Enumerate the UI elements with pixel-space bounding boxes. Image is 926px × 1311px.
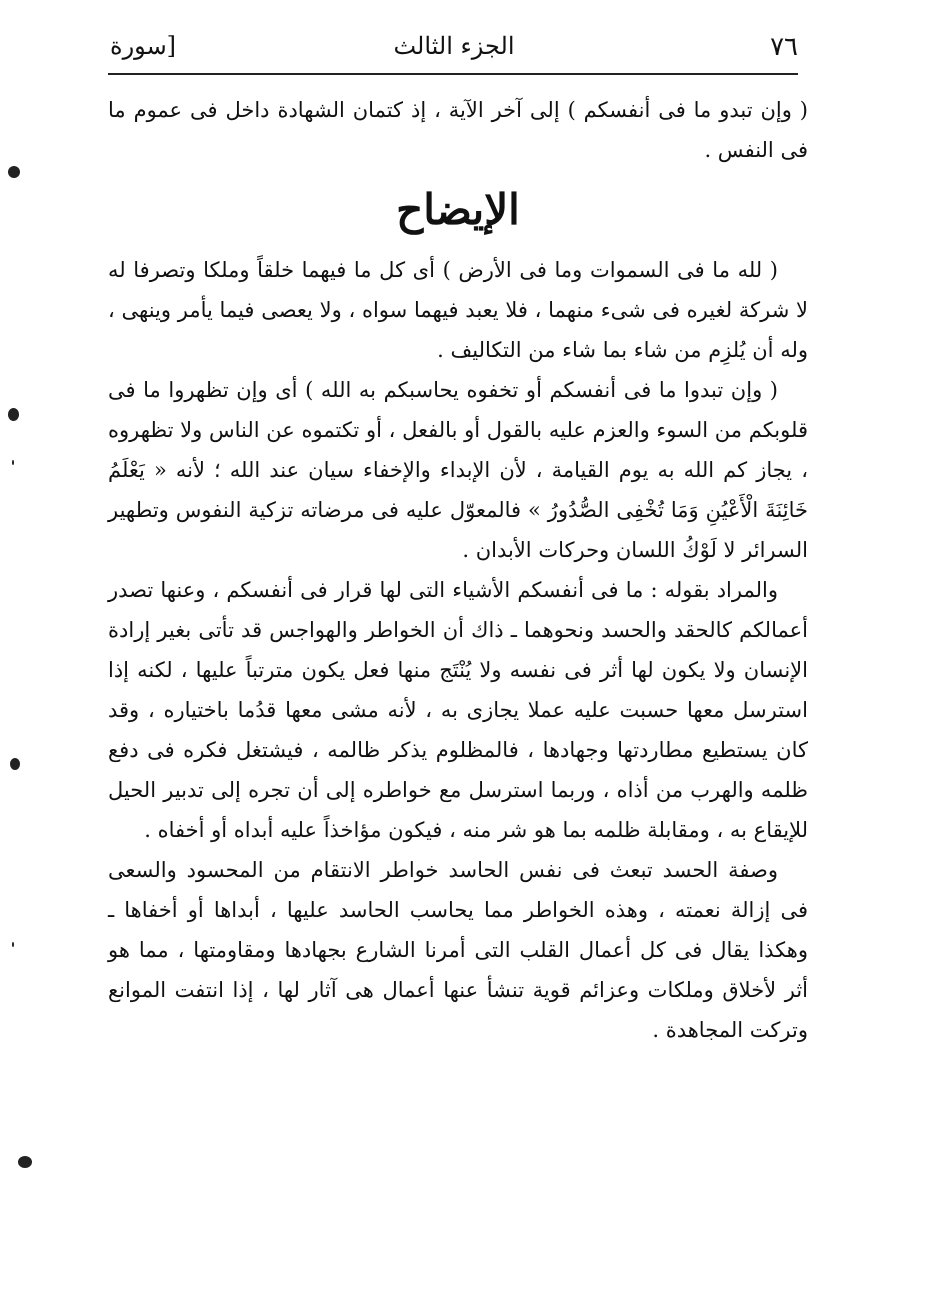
ink-speck — [8, 408, 19, 421]
paragraph-envy: وصفة الحسد تبعث فى نفس الحاسد خواطر الانتقام من المحسود والسعى فى إزالة نعمته ، وهذه الخواطر مما يحاسب الحاسد عليها ، أبداها أو أخفاها ـ وهكذا يقال فى كل أعمال القلب التى أمرنا الشارع بجهادها ومقاومتها ، مما هو أثر لأخلاق وملكات وعزائم قوية تنشأ عنها أعمال هى آثار لها ، إذا انتفت الموانع وتركت المجاهدة . — [108, 858, 808, 1042]
paragraph-meaning: والمراد بقوله : ما فى أنفسكم الأشياء التى لها قرار فى أنفسكم ، وعنها تصدر أعمالكم كالحقد والحسد ونحوهما ـ ذاك أن الخواطر والهواجس قد تأتى بغير إرادة الإنسان ولا يكون لها أثر فى نفسه ولا يُنْتَج منها فعل يكون مترتباً عليها ، لكنه إذا استرسل معها حسبت عليه عملا يجازى به ، لأنه مشى معها قدُما باختياره ، وقد كان يستطيع مطاردتها وجهادها ، فالمظلوم يذكر ظالمه ، فيشتغل فكره فى دفع ظلمه والهرب من أذاه ، وربما استرسل مع خواطره إلى أن تجره إلى تدبير الحيل للإيقاع به ، ومقابلة ظلمه بما هو شر منه ، فيكون مؤاخذاً عليه أبداه أو أخفاه . — [108, 578, 808, 842]
paragraph-heavens-earth: ( لله ما فى السموات وما فى الأرض ) أى كل ما فيهما خلقاً وملكا وتصرفا له لا شركة لغيره فى شىء منهما ، فلا يعبد فيهما سواه ، ولا يعصى فيما يأمر وينهى ، وله أن يُلزِم من شاء بما شاء من التكاليف . — [108, 258, 808, 362]
ink-speck — [8, 166, 20, 178]
ink-speck — [10, 758, 20, 770]
section-title: الإيضاح — [396, 185, 520, 234]
paragraph-reckoning: ( وإن تبدوا ما فى أنفسكم أو تخفوه يحاسبكم به الله ) أى وإن تظهروا ما فى قلوبكم من السوء والعزم عليه بالقول أو بالفعل ، أو تكتموه عن الناس ولا تظهروه ، يجاز كم الله به يوم القيامة ، لأن الإبداء والإخفاء سيان عند الله ؛ لأنه « يَعْلَمُ خَائِنَةَ الْأَعْيُنِ وَمَا تُخْفِى الصُّدُورُ » فالمعوّل عليه فى مرضاته تزكية النفوس وتطهير السرائر لا لَوْكُ اللسان وحركات الأبدان . — [108, 378, 808, 562]
ink-speck — [18, 1156, 32, 1168]
running-header — [110, 22, 798, 72]
page-body — [108, 90, 808, 1050]
ink-speck — [12, 460, 14, 465]
surah-label: [سورة — [110, 32, 177, 60]
intro-paragraph: ( وإن تبدو ما فى أنفسكم ) إلى آخر الآية ، إذ كتمان الشهادة داخل فى عموم ما فى النفس . — [108, 98, 808, 162]
header-rule — [108, 73, 798, 75]
part-title: الجزء الثالث — [393, 32, 515, 60]
page-number: ٧٦ — [770, 32, 798, 62]
ink-speck — [12, 942, 14, 947]
